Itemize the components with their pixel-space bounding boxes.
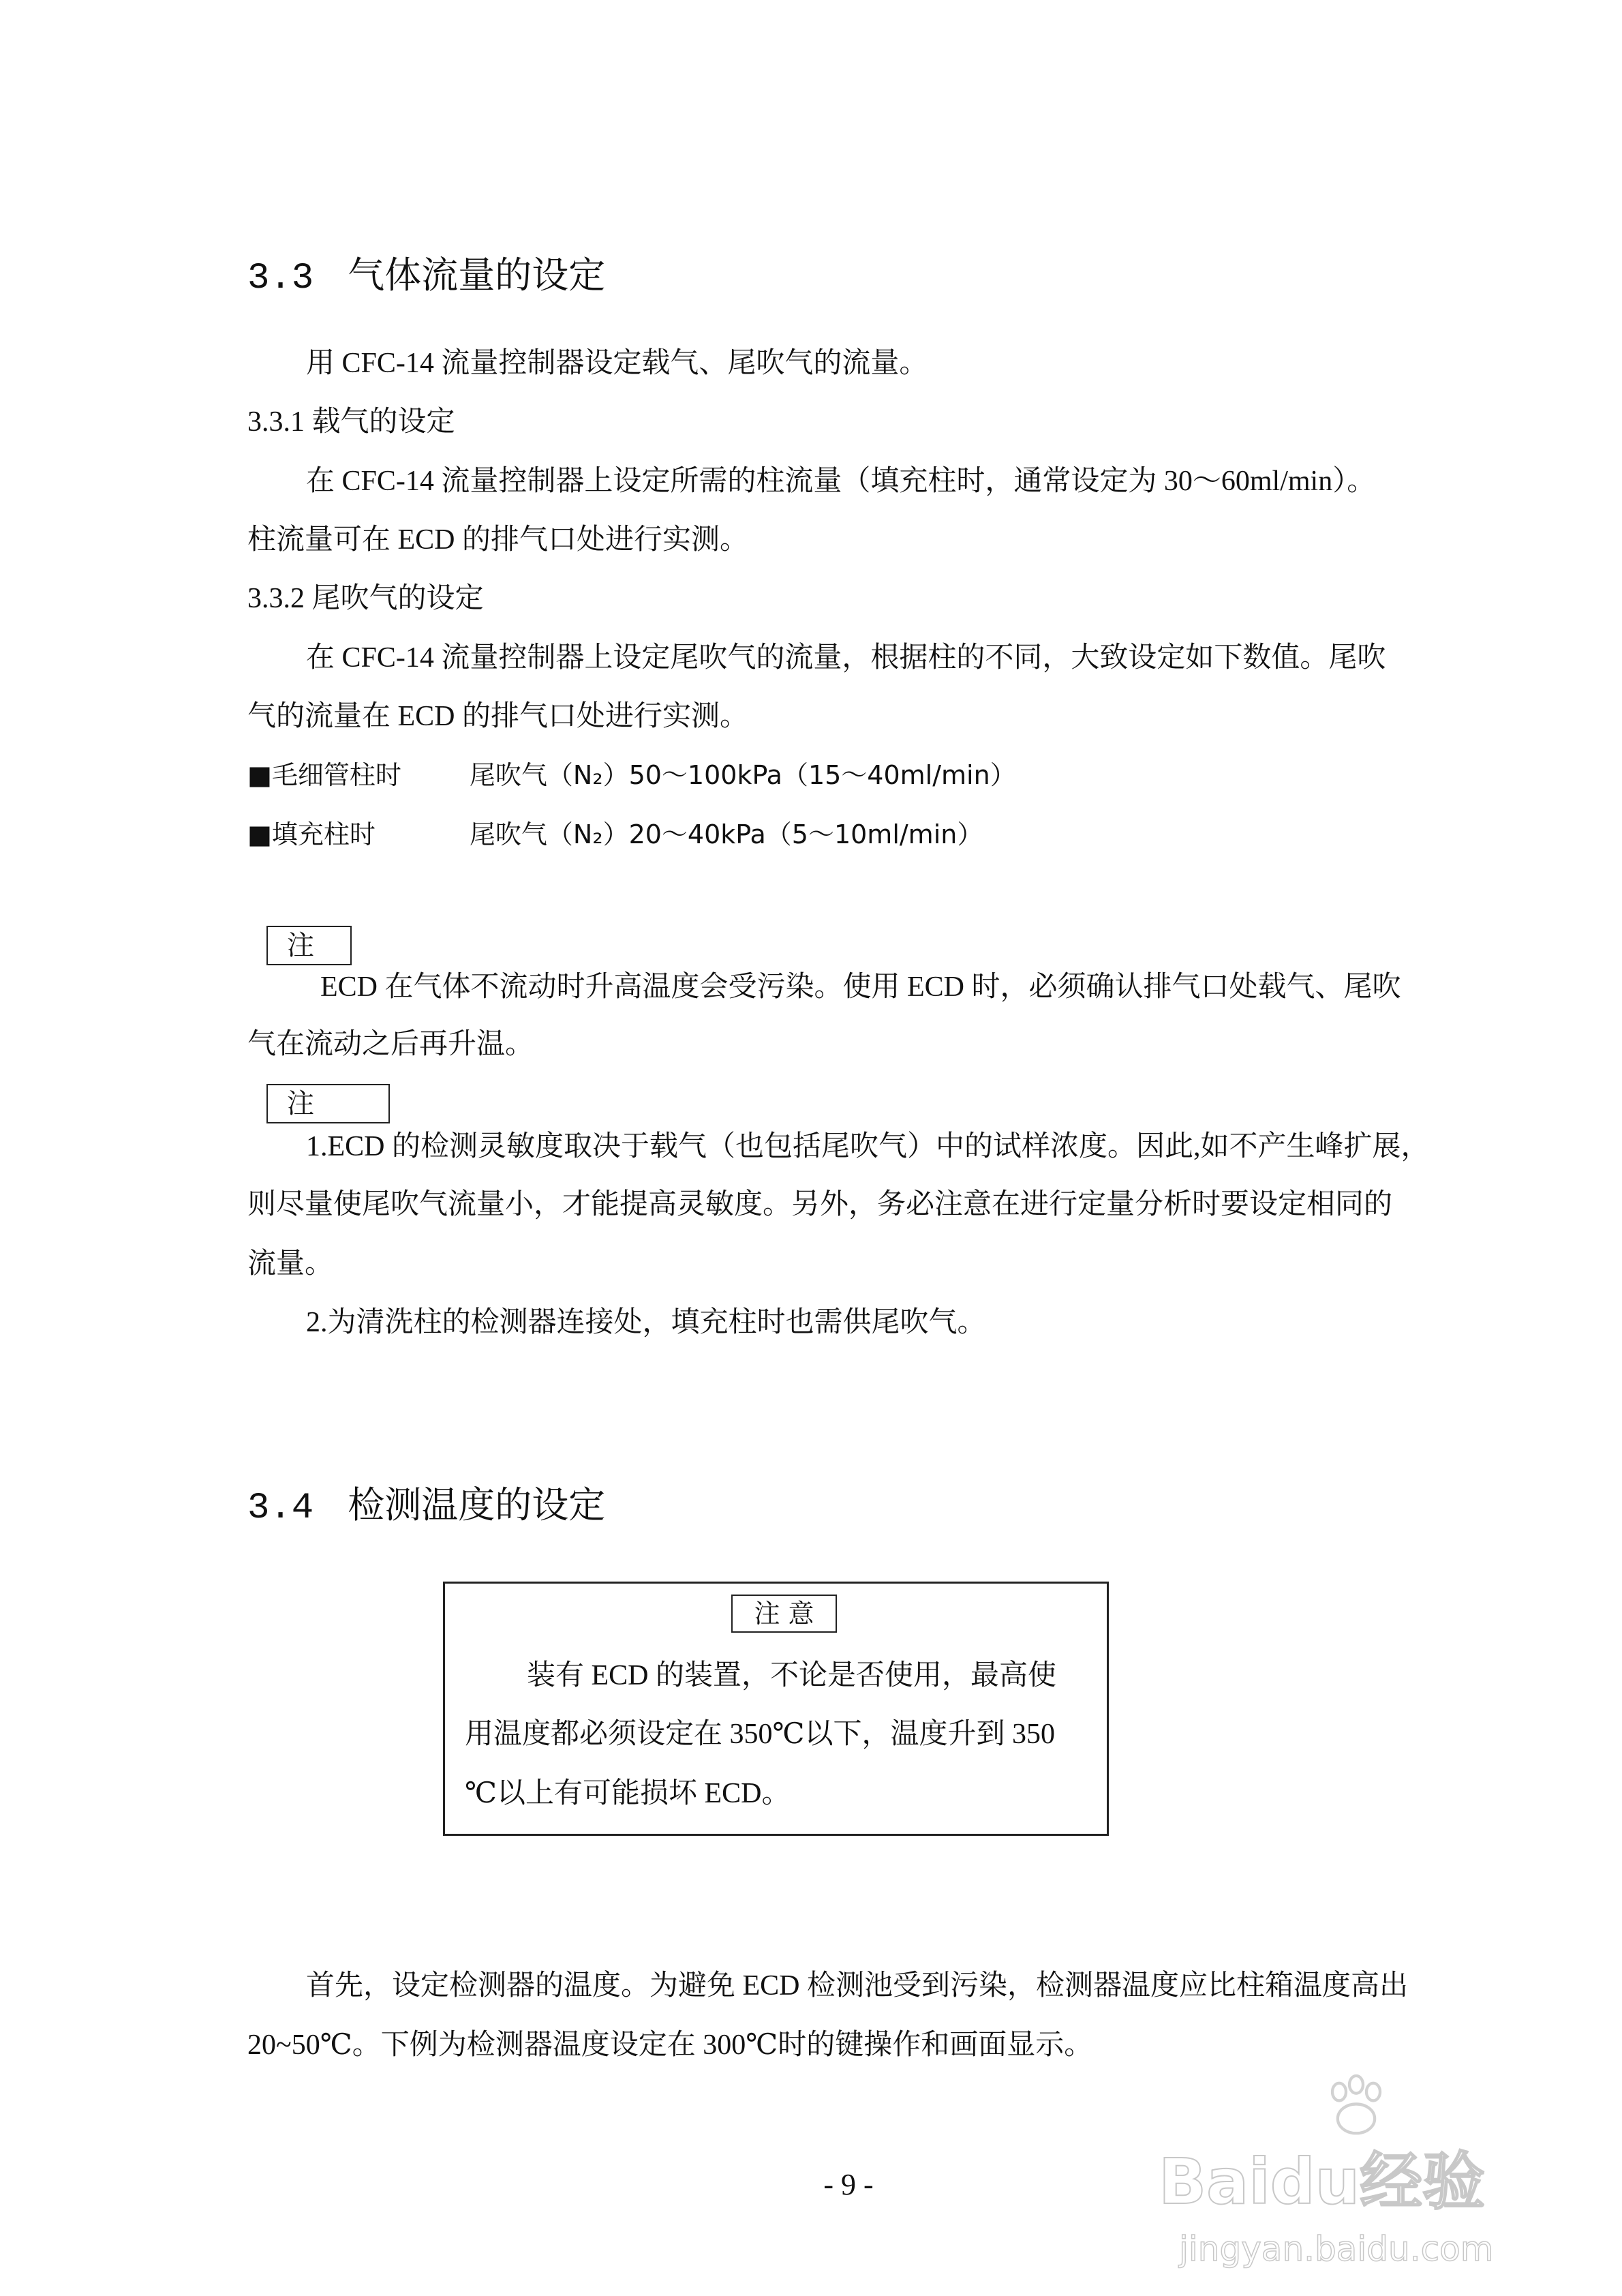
watermark-brand: Baidu经验 xyxy=(1159,2145,1486,2218)
baidu-watermark xyxy=(1159,2072,1567,2277)
setting-packed: ■填充柱时 尾吹气（N₂）20～40kPa（5～10ml/min） xyxy=(247,819,983,849)
note-line: 2.为清洗柱的检测器连接处，填充柱时也需供尾吹气。 xyxy=(306,1307,986,1338)
bullet-square-icon: ■ xyxy=(247,819,272,849)
paragraph-line: 首先，设定检测器的温度。为避免 ECD 检测池受到污染，检测器温度应比柱箱温度高出 xyxy=(306,1970,1409,2002)
setting-capillary: ■毛细管柱时 尾吹气（N₂）50～100kPa（15～40ml/min） xyxy=(247,760,1016,790)
caution-line: 装有 ECD 的装置，不论是否使用，最高使 xyxy=(527,1660,1057,1691)
caution-label: 注 意 xyxy=(731,1595,837,1633)
section-3-4-heading xyxy=(247,1481,605,1532)
bullet-square-icon: ■ xyxy=(247,760,272,790)
paragraph-line: 气的流量在 ECD 的排气口处进行实测。 xyxy=(247,701,749,732)
paragraph-line: 在 CFC-14 流量控制器上设定尾吹气的流量，根据柱的不同，大致设定如下数值。尾吹 xyxy=(306,642,1386,674)
intro-text: 用 CFC-14 流量控制器设定载气、尾吹气的流量。 xyxy=(306,348,928,379)
paragraph-line: 20~50℃。下例为检测器温度设定在 300℃时的键操作和画面显示。 xyxy=(247,2029,1093,2061)
caution-line: 用温度都必须设定在 350℃以下，温度升到 350 xyxy=(465,1719,1055,1750)
note-line: 气在流动之后再升温。 xyxy=(247,1029,534,1060)
note-line: 则尽量使尾吹气流量小，才能提高灵敏度。另外，务必注意在进行定量分析时要设定相同的 xyxy=(247,1189,1393,1220)
paragraph-line: 柱流量可在 ECD 的排气口处进行实测。 xyxy=(247,524,749,556)
note-line: 1.ECD 的检测灵敏度取决于载气（也包括尾吹气）中的试样浓度。因此,如不产生峰扩展， xyxy=(306,1131,1430,1162)
note-line: ECD 在气体不流动时升高温度会受污染。使用 ECD 时，必须确认排气口处载气、尾吹 xyxy=(320,971,1401,1003)
watermark-url: jingyan.baidu.com xyxy=(1179,2229,1494,2269)
caution-line: ℃以上有可能损坏 ECD。 xyxy=(465,1778,791,1809)
note-label-2: 注 xyxy=(266,1084,390,1123)
paw-icon xyxy=(1315,2072,1397,2141)
section-3-3-heading xyxy=(247,252,605,303)
note-line: 流量。 xyxy=(247,1248,334,1280)
section-title: 检测温度的设定 xyxy=(348,1483,606,1526)
note-label-1: 注 xyxy=(266,926,352,965)
section-number: 3.3 xyxy=(247,258,314,299)
subsection-3-3-2-title: 3.3.2 尾吹气的设定 xyxy=(247,583,484,614)
subsection-3-3-1-title: 3.3.1 载气的设定 xyxy=(247,406,455,438)
page-number: - 9 - xyxy=(823,2168,874,2201)
section-number: 3.4 xyxy=(247,1487,314,1529)
paragraph-line: 在 CFC-14 流量控制器上设定所需的柱流量（填充柱时，通常设定为 30～60ml/min）。 xyxy=(306,466,1376,497)
section-title: 气体流量的设定 xyxy=(348,254,606,297)
